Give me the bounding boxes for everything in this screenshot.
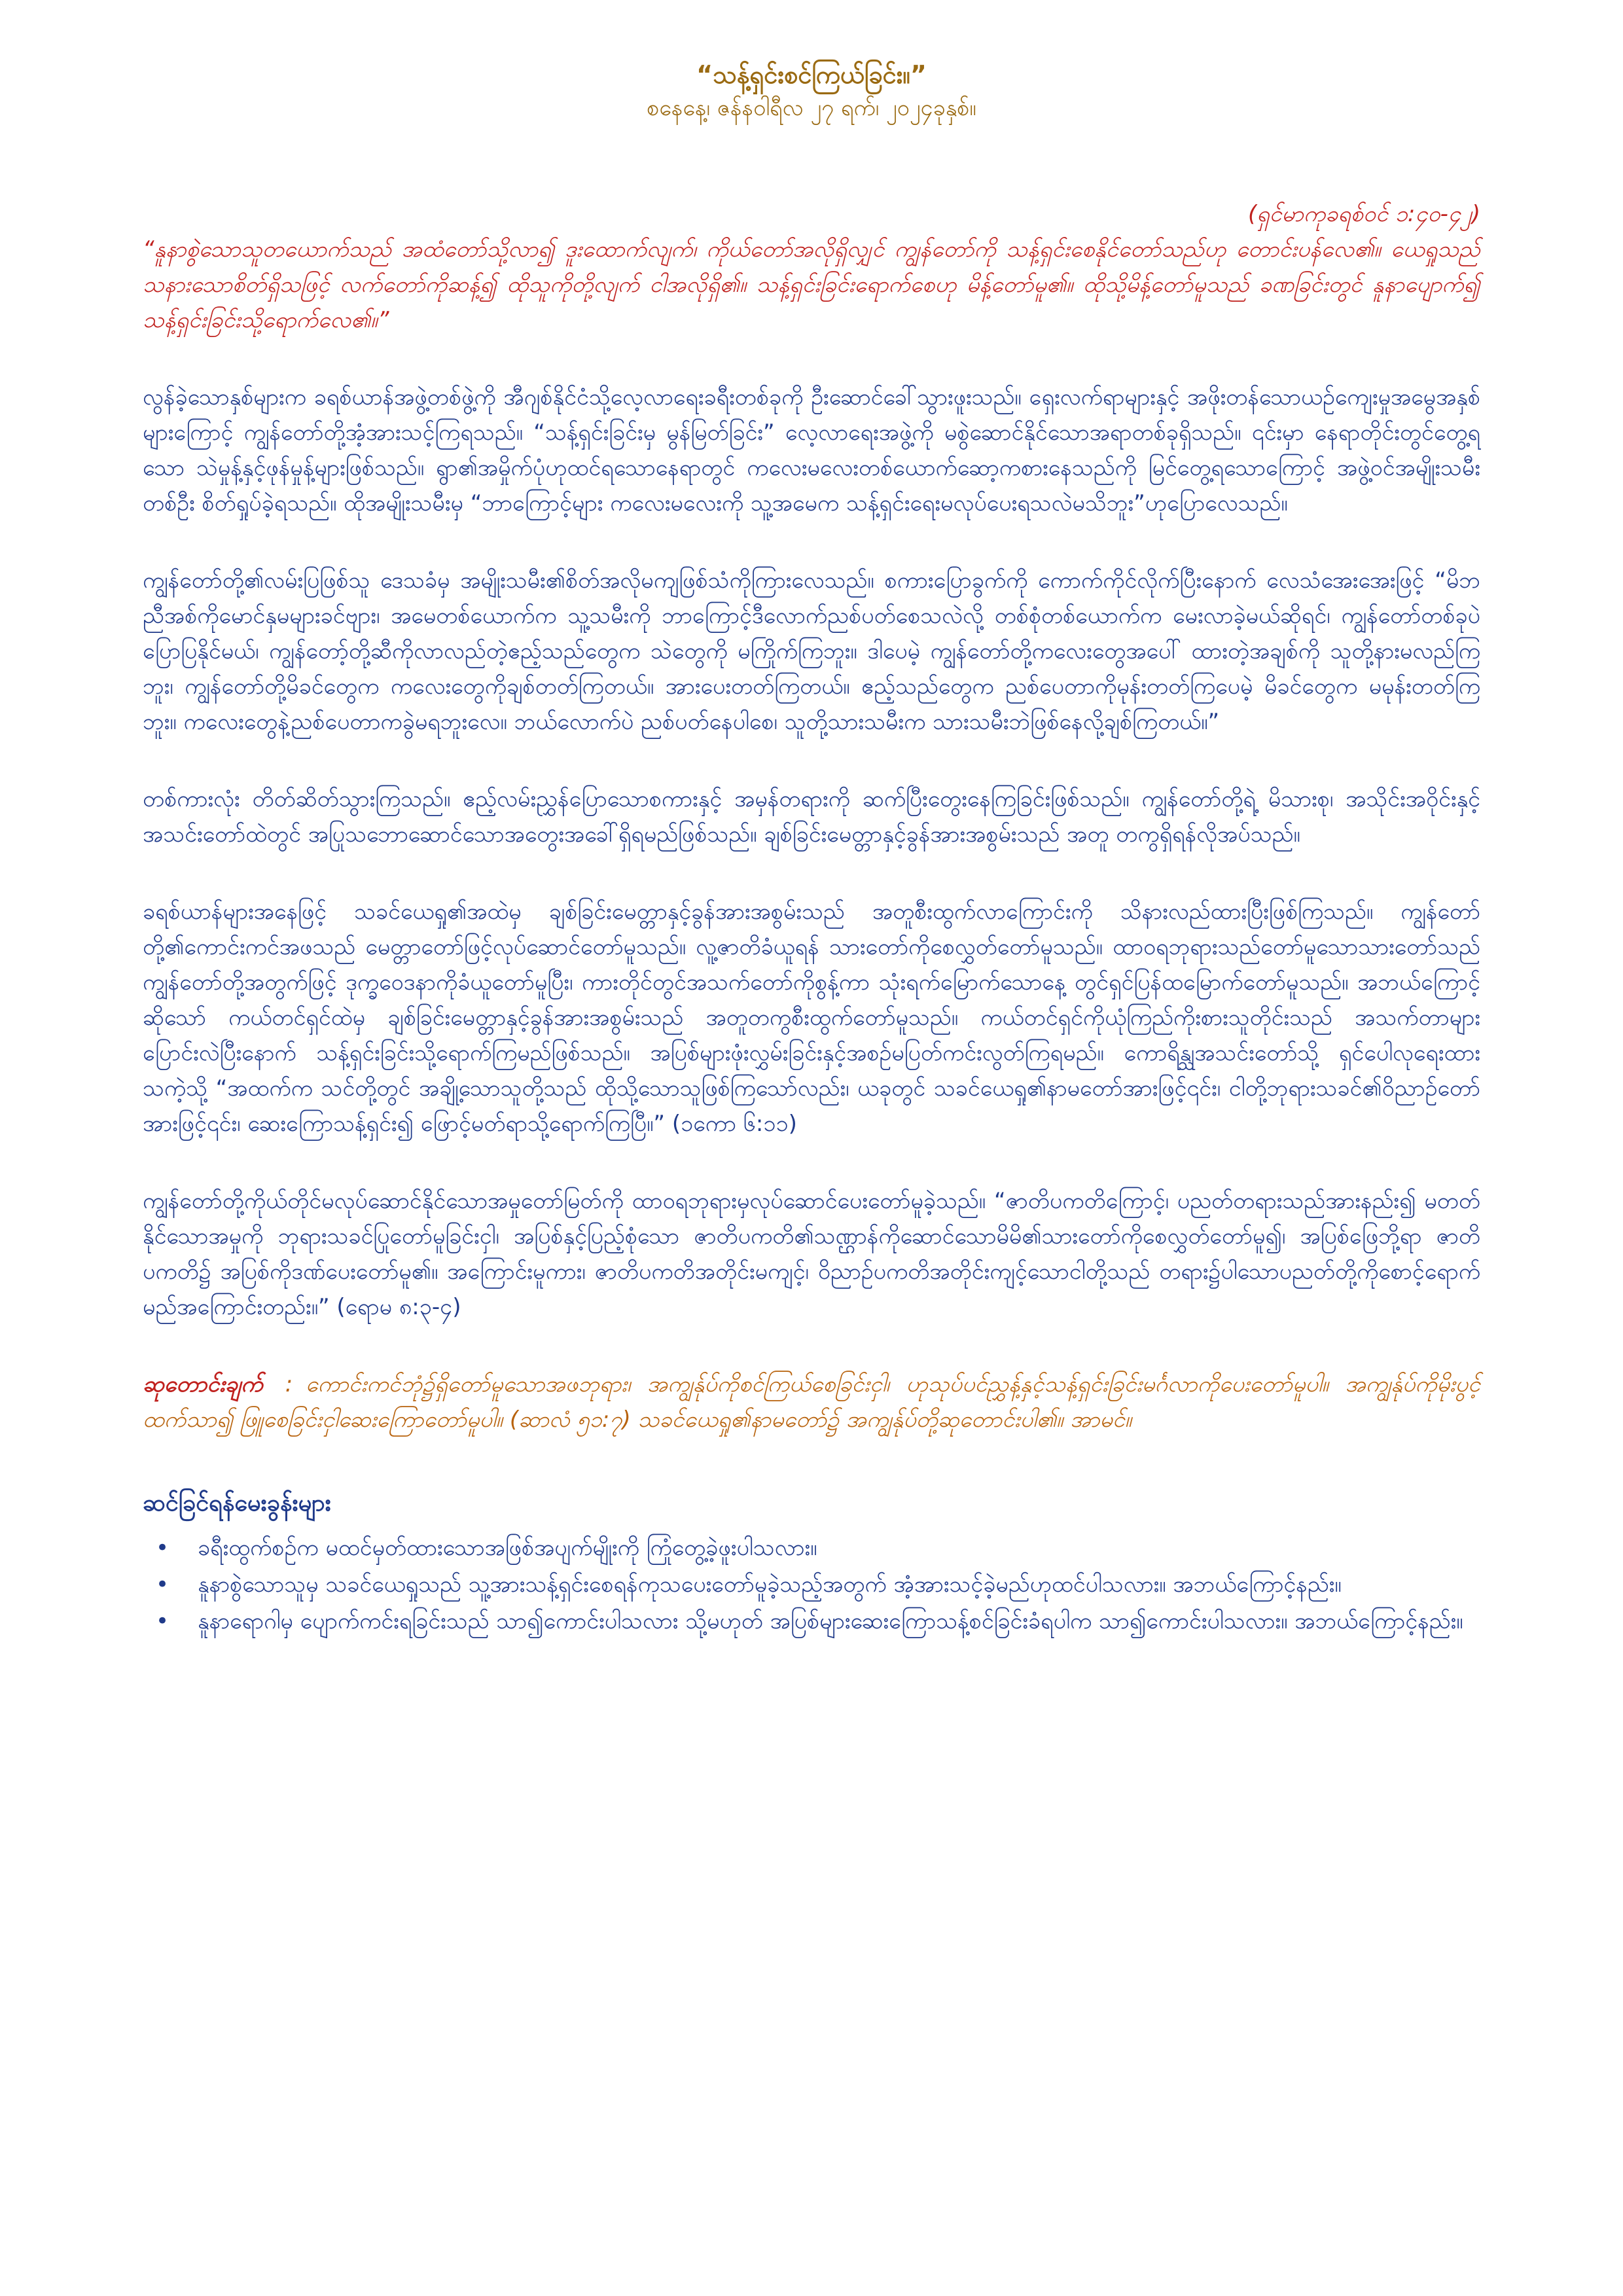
prayer-label: ဆုတောင်းချက်	[143, 1371, 263, 1397]
prayer-separator: :	[285, 1371, 293, 1397]
body-paragraph-5: ကျွန်တော်တို့ကိုယ်တိုင်မလုပ်ဆောင်နိုင်သောအမှုတော်မြတ်ကို ထာဝရဘုရားမှလုပ်ဆောင်ပေးတော်မူခဲ့သည်။ “ဇာတိပကတိကြောင့်၊ ပညတ်တရားသည်အားနည်း၍ မတတ်နိုင်သောအမှုကို ဘုရားသခင်ပြုတော်မူခြင်းငှါ၊ အပြစ်နှင့်ပြည့်စုံသော ဇာတိပကတိ၏သဏ္ဌာန်ကိုဆောင်သောမိမိ၏သားတော်ကိုစေလွှတ်တော်မူ၍၊ အပြစ်ဖြေဘို့ရာ ဇာတိပကတိ၌ အပြစ်ကိုဒဏ်ပေးတော်မူ၏။ အကြောင်းမူကား၊ ဇာတိပကတိအတိုင်းမကျင့်၊ ဝိညာဉ်ပကတိအတိုင်းကျင့်သောငါတို့သည် တရား၌ပါသောပညတ်တို့ကိုစောင့်ရောက်မည်အကြောင်းတည်း။” (ရောမ ၈:၃-၄)	[143, 1188, 1480, 1320]
body-paragraph-2: ကျွန်တော်တို့၏လမ်းပြဖြစ်သူ ဒေသခံမှ အမျိုးသမီး၏စိတ်အလိုမကျဖြစ်သံကိုကြားလေသည်။ စကားပြောခွက်ကို ကောက်ကိုင်လိုက်ပြီးနောက် လေသံအေးအေးဖြင့် “မိဘညီအစ်ကိုမောင်နှမများခင်ဗျား၊ အမေတစ်ယောက်က သူ့သမီးကို ဘာကြောင့်ဒီလောက်ညစ်ပတ်စေသလဲလို့ တစ်စုံတစ်ယောက်က မေးလာခဲ့မယ်ဆိုရင်၊ ကျွန်တော်တစ်ခုပဲပြောပြနိုင်မယ်၊ ကျွန်တော့်တို့ဆီကိုလာလည်တဲ့ဧည့်သည်တွေက သဲတွေကို မကြိုက်ကြဘူး။ ဒါပေမဲ့ ကျွန်တော်တို့ကလေးတွေအပေါ် ထားတဲ့အချစ်ကို သူတို့နားမလည်ကြဘူး၊ ကျွန်တော်တို့မိခင်တွေက ကလေးတွေကိုချစ်တတ်ကြတယ်။ အားပေးတတ်ကြတယ်။ ဧည့်သည်တွေက ညစ်ပေတာကိုမုန်းတတ်ကြပေမဲ့ မိခင်တွေက မမုန်းတတ်ကြဘူး။ ကလေးတွေနဲ့ညစ်ပေတာကခွဲမရဘူးလေ။ ဘယ်လောက်ပဲ ညစ်ပတ်နေပါစေ၊ သူတို့သားသမီးက သားသမီးဘဲဖြစ်နေလို့ချစ်ကြတယ်။”	[143, 567, 1480, 735]
body-paragraph-3: တစ်ကားလုံး တိတ်ဆိတ်သွားကြသည်။ ဧည့်လမ်းညွှန်ပြောသောစကားနှင့် အမှန်တရားကို ဆက်ပြီးတွေးနေကြခြင်းဖြစ်သည်။ ကျွန်တော်တို့ရဲ့ မိသားစု၊ အသိုင်းအဝိုင်းနှင့်အသင်းတော်ထဲတွင် အပြုသဘောဆောင်သောအတွေးအခေါ်ရှိရမည်ဖြစ်သည်။ ချစ်ခြင်းမေတ္တာနှင့်ခွန်အားအစွမ်းသည် အတူ တကွရှိရန်လိုအပ်သည်။	[143, 786, 1480, 848]
list-item	[155, 1567, 1480, 1602]
list-item	[155, 1604, 1480, 1639]
scripture-text: “နူနာစွဲသောသူတယောက်သည် အထံတော်သို့လာ၍ ဒူးထောက်လျက်၊ ကိုယ်တော်အလိုရှိလျှင် ကျွန်တော်ကို သန့်ရှင်းစေနိုင်တော်သည်ဟု တောင်းပန်လေ၏။ ယေရှုသည် သနားသောစိတ်ရှိသဖြင့် လက်တော်ကိုဆန့်၍ ထိုသူကိုတို့လျက် ငါအလိုရှိ၏။ သန့်ရှင်းခြင်းရောက်စေဟု မိန့်တော်မူ၏။ ထိုသို့မိန့်တော်မူသည် ခဏခြင်းတွင် နူနာပျောက်၍ သန့်ရှင်းခြင်းသို့ရောက်လေ၏။”	[143, 236, 1480, 333]
body-paragraph-4: ခရစ်ယာန်များအနေဖြင့် သခင်ယေရှု၏အထဲမှ ချစ်ခြင်းမေတ္တာနှင့်ခွန်အားအစွမ်းသည် အတူစီးထွက်လာကြောင်းကို သိနားလည်ထားပြီးဖြစ်ကြသည်။ ကျွန်တော်တို့၏ကောင်းကင်အဖသည် မေတ္တာတော်ဖြင့်လုပ်ဆောင်တော်မူသည်။ လူ့ဇာတိခံယူရန် သားတော်ကိုစေလွှတ်တော်မူသည်။ ထာဝရဘုရားသည်တော်မူသောသားတော်သည် ကျွန်တော်တို့အတွက်ဖြင့် ဒုက္ခဝေဒနာကိုခံယူတော်မူပြီး၊ ကားတိုင်တွင်အသက်တော်ကိုစွန့်ကာ သုံးရက်မြောက်သောနေ့ တွင်ရှင်ပြန်ထမြောက်တော်မူသည်။ အဘယ်ကြောင့်ဆိုသော် ကယ်တင်ရှင်ထဲမှ ချစ်ခြင်းမေတ္တာနှင့်ခွန်အားအစွမ်းသည် အတူတကွစီးထွက်တော်မူသည်။ ကယ်တင်ရှင်ကိုယုံကြည်ကိုးစားသူတိုင်းသည် အသက်တာများပြောင်းလဲပြီးနောက် သန့်ရှင်းခြင်းသို့ရောက်ကြမည်ဖြစ်သည်။ အပြစ်များဖုံးလွှမ်းခြင်းနှင့်အစဉ်မပြတ်ကင်းလွတ်ကြရမည်။ ကောရိန္သုအသင်းတော်သို့ ရှင်ပေါလုရေးထားသကဲ့သို့ “အထက်က သင်တို့တွင် အချို့သောသူတို့သည် ထိုသို့သောသူဖြစ်ကြသော်လည်း၊ ယခုတွင် သခင်ယေရှု၏နာမတော်အားဖြင့်၎င်း၊ ငါတို့ဘုရားသခင်၏ဝိညာဉ်တော်အားဖြင့်၎င်း၊ ဆေးကြောသန့်ရှင်း၍ ဖြောင့်မတ်ရာသို့ရောက်ကြပြီ။” (၁ကော ၆:၁၁)	[143, 899, 1480, 1137]
page-title: “သန့်ရှင်းစင်ကြယ်ခြင်း။”	[696, 60, 927, 89]
bullet-icon: •	[155, 1571, 169, 1598]
bullet-icon: •	[155, 1535, 169, 1561]
questions-list	[143, 1530, 1480, 1639]
scripture-block	[143, 196, 1480, 338]
scripture-reference: (ရှင်မာကုခရစ်ဝင် ၁:၄၀-၄၂)	[1247, 201, 1480, 227]
devotional-page	[143, 58, 1480, 2250]
body-paragraph-1: လွန်ခဲ့သောနှစ်များက ခရစ်ယာန်အဖွဲ့တစ်ဖွဲ့ကို အီဂျစ်နိုင်ငံသို့လေ့လာရေးခရီးတစ်ခုကို ဦးဆောင်ခေါ်သွားဖူးသည်။ ရှေးလက်ရာများနှင့် အဖိုးတန်သောယဉ်ကျေးမှုအမွေအနှစ်များကြောင့် ကျွန်တော်တို့အံ့အားသင့်ကြရသည်။ “သန့်ရှင်းခြင်းမှ မွန်မြတ်ခြင်း” လေ့လာရေးအဖွဲ့ကို မစွဲဆောင်နိုင်သောအရာတစ်ခုရှိသည်။ ၎င်းမှာ နေရာတိုင်းတွင်တွေ့ရသော သဲမှုန့်နှင့်ဖုန်မှုန့်များဖြစ်သည်။ ရွာ၏အမှိုက်ပုံဟုထင်ရသောနေရာတွင် ကလေးမလေးတစ်ယောက်ဆော့ကစားနေသည်ကို မြင်တွေ့ရသောကြောင့် အဖွဲ့ဝင်အမျိုးသမီးတစ်ဦး စိတ်ရှုပ်ခဲ့ရသည်။ ထိုအမျိုးသမီးမှ “ဘာကြောင့်များ ကလေးမလေးကို သူ့အမေက သန့်ရှင်းရေးမလုပ်ပေးရသလဲမသိဘူး”ဟုပြောလေသည်။	[143, 384, 1480, 516]
list-item	[155, 1530, 1480, 1566]
page-date: စနေနေ့၊ ဇန်နဝါရီလ ၂၇ ရက်၊ ၂၀၂၄ခုနှစ်။	[647, 95, 976, 121]
bullet-icon: •	[155, 1608, 169, 1634]
question-text: ခရီးထွက်စဉ်က မထင်မှတ်ထားသောအဖြစ်အပျက်မျိုးကို ကြုံတွေ့ခဲ့ဖူးပါသလား။	[198, 1535, 817, 1561]
questions-title: ဆင်ခြင်ရန်မေးခွန်းများ	[143, 1490, 331, 1516]
prayer-text: ကောင်းကင်ဘုံ၌ရှိတော်မူသောအဖဘုရား၊ အကျွန်ုပ်ကိုစင်ကြယ်စေခြင်းငှါ၊ ဟုသုပ်ပင်ညွှန့်နှင့်သန့်ရှင်းခြင်းမင်္ဂလာကိုပေးတော်မူပါ။ အကျွန်ုပ်ကိုမိုးပွင့်ထက်သာ၍ ဖြူစေခြင်းငှါဆေးကြောတော်မူပါ။ (ဆာလံ ၅၁:၇) သခင်ယေရှု၏နာမတော်၌ အကျွန်ုပ်တို့ဆုတောင်းပါ၏။ အာမင်။	[143, 1371, 1480, 1433]
question-text: နူနာစွဲသောသူမှ သခင်ယေရှုသည် သူ့အားသန့်ရှင်းစေရန်ကုသပေးတော်မူခဲ့သည့်အတွက် အံ့အားသင့်ခဲ့မည်ဟုထင်ပါသလား။ အဘယ်ကြောင့်နည်း။	[198, 1571, 1342, 1598]
question-text: နူနာရောဂါမှ ပျောက်ကင်းရခြင်းသည် သာ၍ကောင်းပါသလား သို့မဟုတ် အပြစ်များဆေးကြောသန့်စင်ခြင်းခံရပါက သာ၍ကောင်းပါသလား။ အဘယ်ကြောင့်နည်း။	[198, 1608, 1463, 1634]
prayer-block	[143, 1367, 1480, 1437]
header	[143, 58, 1480, 124]
